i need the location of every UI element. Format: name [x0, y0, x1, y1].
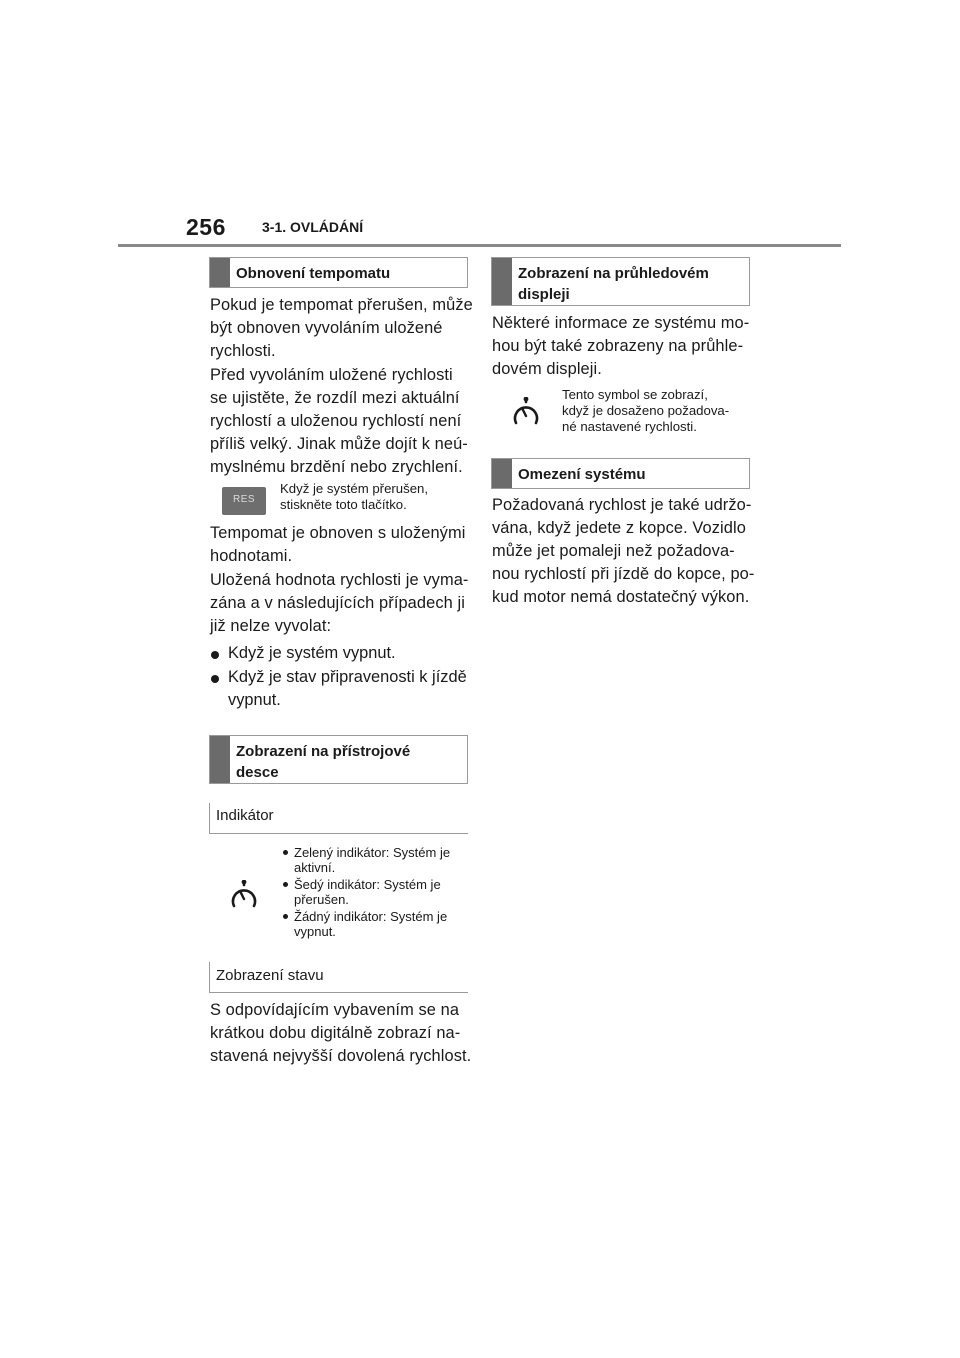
paragraph-erased: Uložená hodnota rychlosti je vyma- zána a v následujících případech ji již nelze vyvolat: [210, 571, 469, 635]
table-vline [209, 803, 210, 833]
page-number: 256 [186, 214, 226, 240]
paragraph-restored: Tempomat je obnoven s uloženými hodnotami. [210, 524, 466, 565]
indicator-list [282, 845, 472, 941]
paragraph-status: S odpovídajícím vybavením se na krátkou dobu digitálně zobrazí na- stavená nejvyšší dovolená rychlost. [210, 1001, 472, 1065]
table-divider [209, 992, 468, 993]
table-divider [209, 833, 468, 834]
table-vline [209, 962, 210, 992]
indicator-label: Indikátor [216, 807, 274, 824]
section-heading-hud [491, 257, 750, 306]
section-title: Zobrazení na přístrojové desce [236, 743, 411, 781]
res-caption: Když je systém přerušen, stiskněte toto tlačítko. [280, 481, 429, 512]
paragraph-limits: Požadovaná rychlost je také udržo- vána, když jedete z kopce. Vozidlo může jet pomaleji než požadova- nou rychlostí při jízdě do kopce, po- kud motor nemá dostatečný výkon. [492, 496, 755, 606]
speedometer-icon [229, 880, 259, 912]
section-bar [492, 459, 512, 488]
list-item: Žádný indikátor: Systém je vypnut. [282, 909, 472, 939]
section-title: Zobrazení na průhledovém displeji [518, 265, 709, 303]
section-heading-instrument-cluster [209, 735, 468, 784]
header-rule [118, 244, 841, 247]
paragraph-resume-warning: Před vyvoláním uložené rychlosti se ujistěte, že rozdíl mezi aktuální rychlostí a uloženou rychlostí není příliš velký. Jinak může dojít k neú- myslnému brzdění nebo zrychlení. [210, 366, 468, 476]
status-label: Zobrazení stavu [216, 967, 324, 984]
section-heading-limits [491, 458, 750, 489]
bullet-dot [283, 850, 288, 855]
section-bar [210, 736, 230, 783]
bullet-dot [283, 914, 288, 919]
list-item: Když je stav připravenosti k jízdě vypnut. [211, 666, 471, 712]
bullet-dot [283, 882, 288, 887]
bullet-dot [211, 675, 219, 683]
section-heading-resume [209, 257, 468, 288]
list-item: Zelený indikátor: Systém je aktivní. [282, 845, 472, 875]
chapter-title: 3-1. OVLÁDÁNÍ [262, 219, 364, 235]
res-button-icon [222, 487, 266, 515]
symbol-caption: Tento symbol se zobrazí, když je dosaženo požadova- né nastavené rychlosti. [562, 387, 730, 434]
speedometer-icon [511, 397, 541, 429]
section-title: Omezení systému [518, 466, 646, 483]
paragraph-resume-intro: Pokud je tempomat přerušen, může být obnoven vyvoláním uložené rychlosti. [210, 296, 473, 360]
bullet-dot [211, 651, 219, 659]
list-item: Šedý indikátor: Systém je přerušen. [282, 877, 472, 907]
section-bar [492, 258, 512, 305]
section-bar [210, 258, 230, 287]
paragraph-hud: Některé informace ze systému mo- hou být také zobrazeny na průhle- dovém displeji. [492, 314, 750, 378]
section-title: Obnovení tempomatu [236, 265, 391, 282]
res-button-label: RES [232, 494, 256, 505]
